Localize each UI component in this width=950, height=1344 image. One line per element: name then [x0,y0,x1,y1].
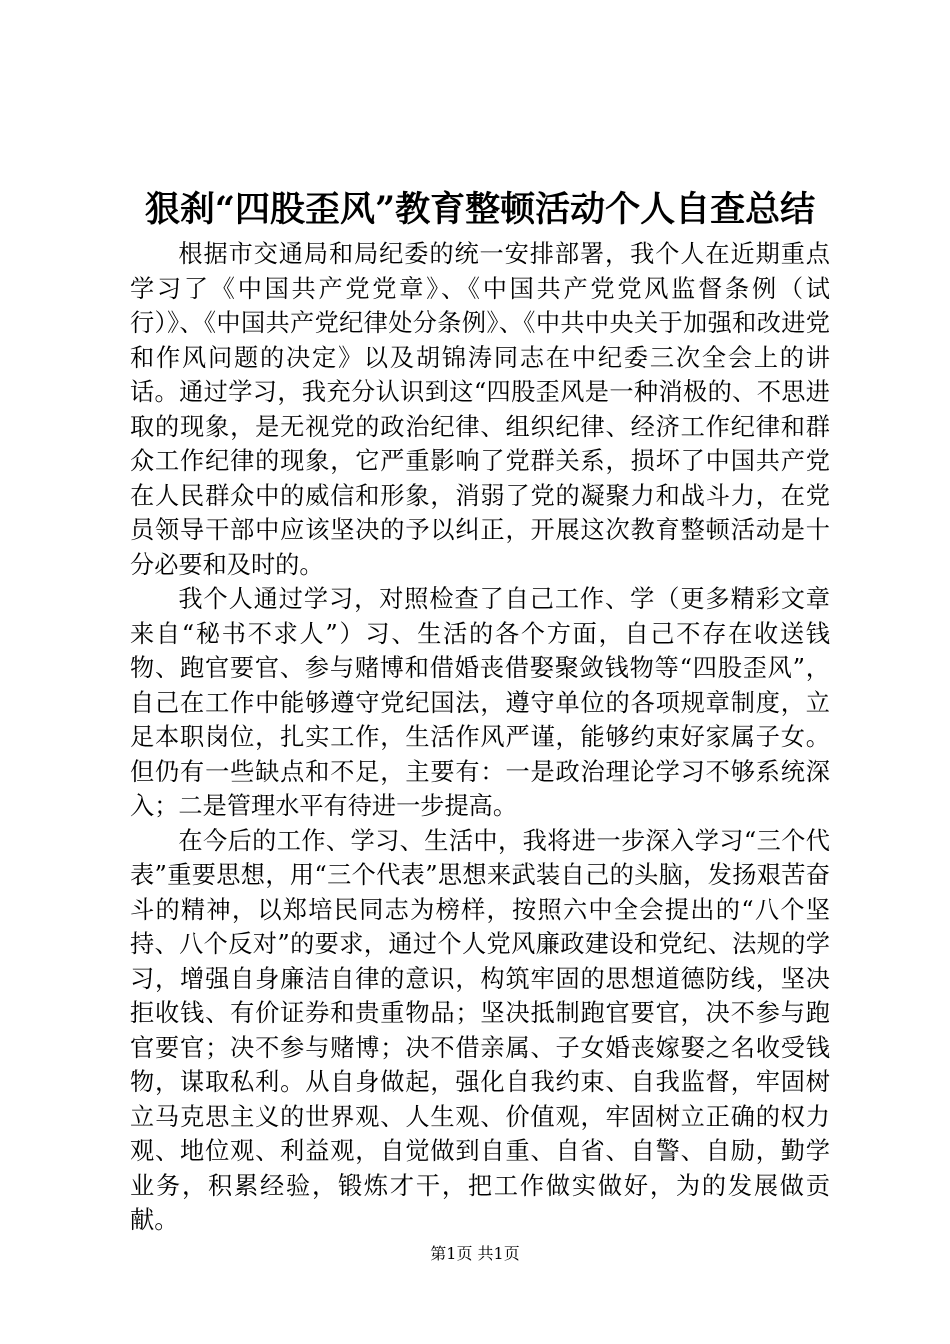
paragraph-3: 在今后的工作、学习、生活中，我将进一步深入学习“三个代表”重要思想，用“三个代表”思想来武装自己的头脑，发扬艰苦奋斗的精神，以郑培民同志为榜样，按照六中全会提出的“八个坚持、八个反对”的要求，通过个人党风廉政建设和党纪、法规的学习，增强自身廉洁自律的意识，构筑牢固的思想道德防线，坚决拒收钱、有价证券和贵重物品；坚决抵制跑官要官，决不参与跑官要官；决不参与赌博；决不借亲属、子女婚丧嫁娶之名收受钱物，谋取私利。从自身做起，强化自我约束、自我监督，牢固树立马克思主义的世界观、人生观、价值观，牢固树立正确的权力观、地位观、利益观，自觉做到自重、自省、自警、自励，勤学业务，积累经验，锻炼才干，把工作做实做好，为的发展做贡献。 [130,826,830,1234]
page-number-footer: 第1页 共1页 [430,1244,520,1263]
paragraph-2: 我个人通过学习，对照检查了自己工作、学（更多精彩文章来自“秘书不求人”）习、生活的各个方面，自己不存在收送钱物、跑官要官、参与赌博和借婚丧借娶聚敛钱物等“四股歪风”，自己在工作中能够遵守党纪国法，遵守单位的各项规章制度，立足本职岗位，扎实工作，生活作风严谨，能够约束好家属子女。但仍有一些缺点和不足，主要有：一是政治理论学习不够系统深入；二是管理水平有待进一步提高。 [130,585,830,820]
document-body [130,237,830,1238]
document-title: 狠刹“四股歪风”教育整顿活动个人自查总结 [144,189,816,230]
paragraph-1: 根据市交通局和局纪委的统一安排部署，我个人在近期重点学习了《中国共产党党章》、《中国共产党党风监督条例（试行）》、《中国共产党纪律处分条例》、《中共中央关于加强和改进党和作风问题的决定》以及胡锦涛同志在中纪委三次全会上的讲话。通过学习，我充分认识到这“四股歪风是一种消极的、不思进取的现象，是无视党的政治纪律、组织纪律、经济工作纪律和群众工作纪律的现象，它严重影响了党群关系，损坏了中国共产党在人民群众中的威信和形象，消弱了党的凝聚力和战斗力，在党员领导干部中应该坚决的予以纠正，开展这次教育整顿活动是十分必要和及时的。 [130,240,830,579]
